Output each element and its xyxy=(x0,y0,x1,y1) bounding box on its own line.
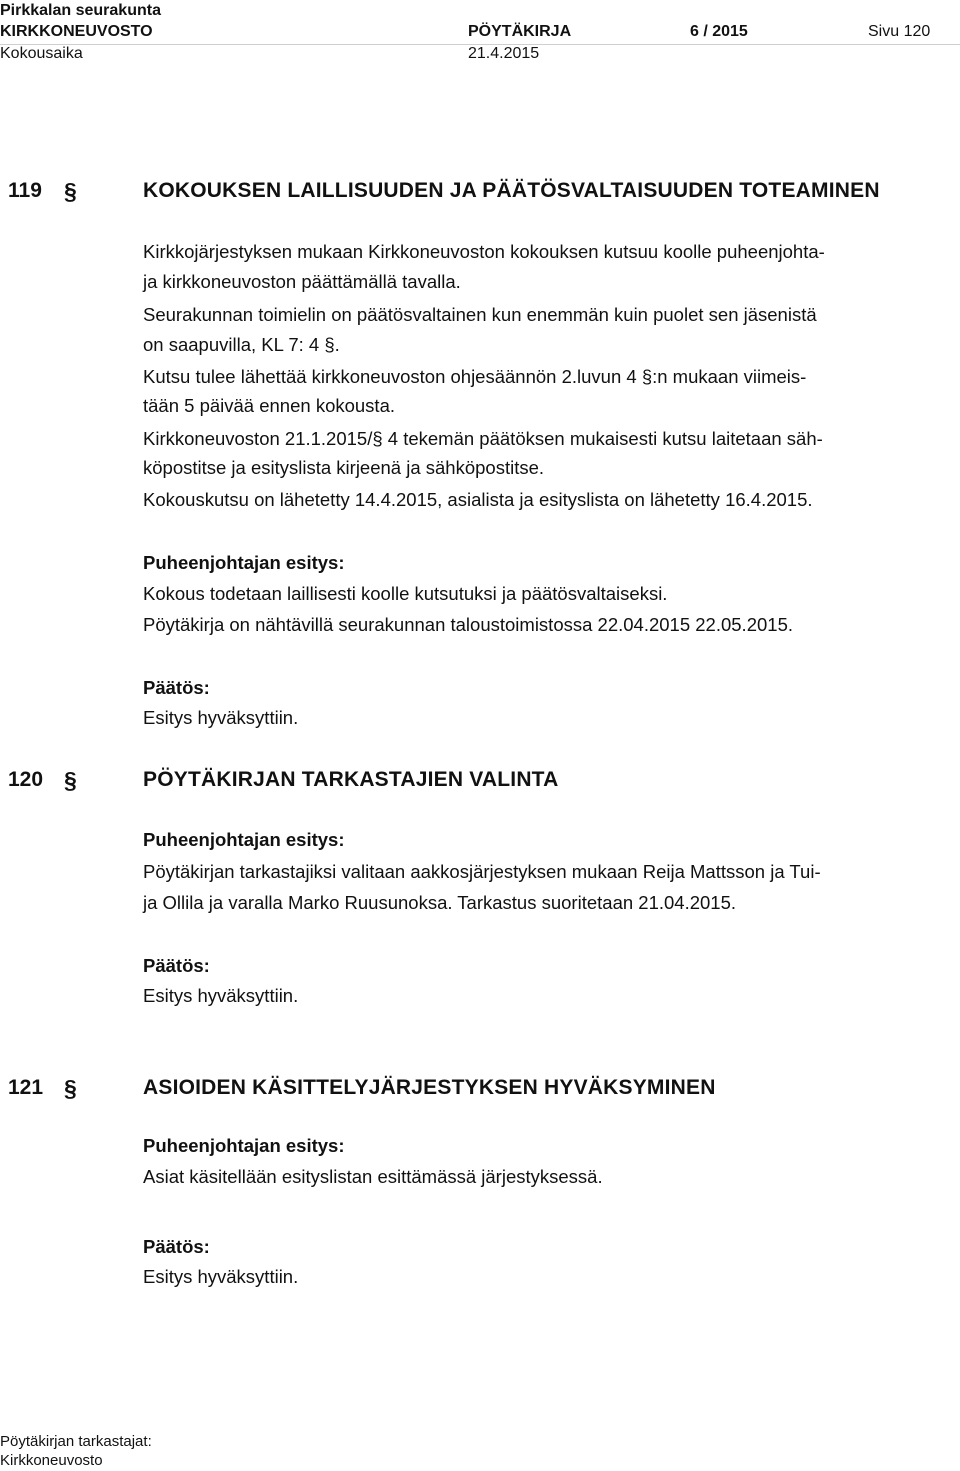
header-divider xyxy=(0,44,960,45)
body-line: Kutsu tulee lähettää kirkkoneuvoston ohjesäännön 2.luvun 4 §:n mukaan viimeis- xyxy=(143,366,807,387)
proposal-label: Puheenjohtajan esitys: xyxy=(143,1135,345,1156)
section-title: ASIOIDEN KÄSITTELYJÄRJESTYKSEN HYVÄKSYMINEN xyxy=(143,1076,716,1099)
section-symbol: § xyxy=(64,178,77,204)
body-line: tään 5 päivää ennen kokousta. xyxy=(143,395,395,416)
footer-body-name: Kirkkoneuvosto xyxy=(0,1452,103,1469)
body-name: KIRKKONEUVOSTO xyxy=(0,23,153,40)
meeting-date: 21.4.2015 xyxy=(468,45,540,62)
org-name: Pirkkalan seurakunta xyxy=(0,2,161,19)
decision-text: Esitys hyväksyttiin. xyxy=(143,985,299,1006)
section-title: KOKOUKSEN LAILLISUUDEN JA PÄÄTÖSVALTAISUUDEN TOTEAMINEN xyxy=(143,179,880,202)
decision-label: Päätös: xyxy=(143,955,210,976)
proposal-line: Asiat käsitellään esityslistan esittämässä järjestyksessä. xyxy=(143,1166,603,1187)
section-number: 121 xyxy=(8,1076,44,1099)
section-title: PÖYTÄKIRJAN TARKASTAJIEN VALINTA xyxy=(143,768,559,791)
body-line: köpostitse ja esityslista kirjeenä ja sähköpostitse. xyxy=(143,457,545,478)
proposal-label: Puheenjohtajan esitys: xyxy=(143,552,345,573)
proposal-line: Kokous todetaan laillisesti koolle kutsutuksi ja päätösvaltaiseksi. xyxy=(143,583,668,604)
body-line: on saapuvilla, KL 7: 4 §. xyxy=(143,334,340,355)
meeting-number: 6 / 2015 xyxy=(690,23,748,40)
decision-label: Päätös: xyxy=(143,677,210,698)
section-number: 119 xyxy=(8,179,42,202)
proposal-line: Pöytäkirjan tarkastajiksi valitaan aakkosjärjestyksen mukaan Reija Mattsson ja Tui- xyxy=(143,861,821,882)
body-line: Kirkkojärjestyksen mukaan Kirkkoneuvoston kokouksen kutsuu koolle puheenjohta- xyxy=(143,241,825,262)
proposal-label: Puheenjohtajan esitys: xyxy=(143,829,345,850)
decision-text: Esitys hyväksyttiin. xyxy=(143,707,299,728)
body-line: Kirkkoneuvoston 21.1.2015/§ 4 tekemän päätöksen mukaisesti kutsu laitetaan säh- xyxy=(143,428,823,449)
page-number: Sivu 120 xyxy=(868,23,931,40)
footer-inspectors-label: Pöytäkirjan tarkastajat: xyxy=(0,1433,152,1450)
section-symbol: § xyxy=(64,767,77,793)
body-line: Kokouskutsu on lähetetty 14.4.2015, asialista ja esityslista on lähetetty 16.4.2015. xyxy=(143,489,813,510)
body-line: ja kirkkoneuvoston päättämällä tavalla. xyxy=(143,271,461,292)
body-line: Seurakunnan toimielin on päätösvaltainen kun enemmän kuin puolet sen jäsenistä xyxy=(143,304,817,325)
document-type: PÖYTÄKIRJA xyxy=(468,23,572,40)
section-number: 120 xyxy=(8,768,44,791)
decision-label: Päätös: xyxy=(143,1236,210,1257)
proposal-line: ja Ollila ja varalla Marko Ruusunoksa. Tarkastus suoritetaan 21.04.2015. xyxy=(143,892,737,913)
proposal-line: Pöytäkirja on nähtävillä seurakunnan taloustoimistossa 22.04.2015 22.05.2015. xyxy=(143,614,793,635)
section-symbol: § xyxy=(64,1075,77,1101)
decision-text: Esitys hyväksyttiin. xyxy=(143,1266,299,1287)
meeting-time-label: Kokousaika xyxy=(0,45,83,62)
